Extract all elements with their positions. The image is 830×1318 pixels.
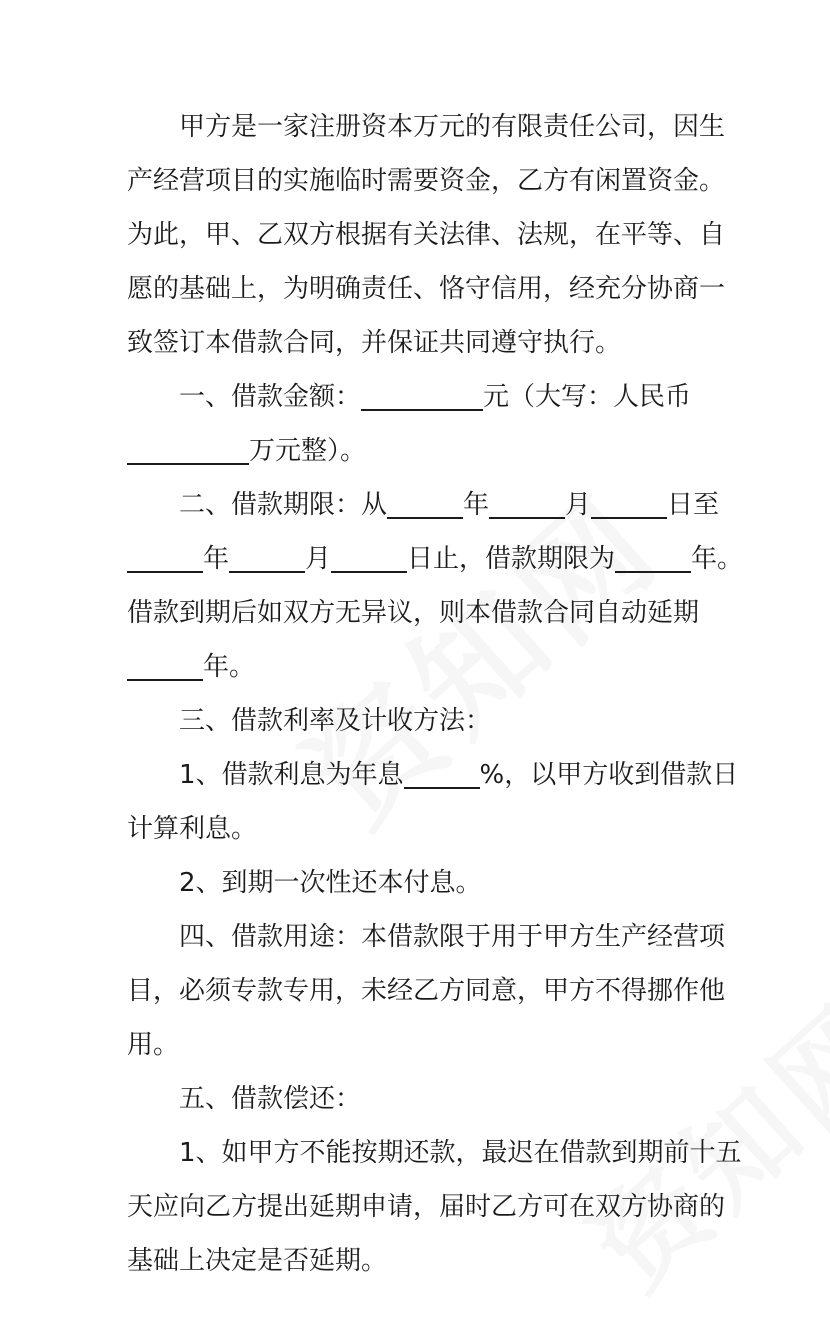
paragraph-line: 为此，甲、乙双方根据有关法律、法规，在平等、自 xyxy=(127,220,726,250)
loan-amount-line xyxy=(127,370,717,424)
end-day-blank xyxy=(331,541,407,573)
paragraph-line: 用。 xyxy=(127,1030,180,1060)
interest-suffix: %，以甲方收到借款日 xyxy=(479,760,739,790)
loan-amount-label: 一、借款金额： xyxy=(179,382,362,412)
period-year-label: 年。 xyxy=(691,544,744,574)
paragraph-line: 愿的基础上，为明确责任、恪守信用，经充分协商一 xyxy=(127,274,726,304)
loan-amount-blank xyxy=(361,379,483,411)
paragraph-line: 四、借款用途：本借款限于用于甲方生产经营项 xyxy=(179,922,726,952)
section-heading: 三、借款利率及计收方法： xyxy=(179,706,492,736)
year-label: 年 xyxy=(463,490,490,520)
paragraph-line: 基础上决定是否延期。 xyxy=(127,1246,388,1276)
month-label: 月 xyxy=(565,490,592,520)
section-heading: 五、借款偿还： xyxy=(179,1084,362,1114)
start-year-blank xyxy=(387,487,463,519)
year-label: 年 xyxy=(203,544,230,574)
interest-label: 1、借款利息为年息 xyxy=(179,760,404,790)
start-month-blank xyxy=(489,487,565,519)
month-label: 月 xyxy=(305,544,332,574)
loan-amount-capital-unit: 万元整）。 xyxy=(249,436,367,466)
paragraph-line: 2、到期一次性还本付息。 xyxy=(179,868,482,898)
paragraph-line: 1、如甲方不能按期还款，最迟在借款到期前十五 xyxy=(179,1138,742,1168)
paragraph-line: 甲方是一家注册资本万元的有限责任公司，因生 xyxy=(179,112,726,142)
interest-rate-blank xyxy=(404,757,480,789)
paragraph-line: 计算利息。 xyxy=(127,814,258,844)
loan-amount-line-2 xyxy=(127,424,717,478)
loan-amount-capital-blank xyxy=(127,433,249,465)
loan-period-label: 二、借款期限：从 xyxy=(179,490,388,520)
loan-extend-line xyxy=(127,640,717,694)
contract-body xyxy=(127,100,744,1288)
paragraph-line: 产经营项目的实施临时需要资金，乙方有闲置资金。 xyxy=(127,166,726,196)
loan-period-line xyxy=(127,478,720,532)
extend-years-blank xyxy=(127,649,203,681)
paragraph-line: 天应向乙方提出延期申请，届时乙方可在双方协商的 xyxy=(127,1192,726,1222)
loan-amount-unit: 元（大写：人民币 xyxy=(483,382,692,412)
extend-year-label: 年。 xyxy=(203,652,256,682)
period-years-blank xyxy=(615,541,691,573)
start-day-blank xyxy=(591,487,667,519)
day-to-label: 日至 xyxy=(667,490,720,520)
end-month-blank xyxy=(229,541,305,573)
period-text: 日止，借款期限为 xyxy=(407,544,616,574)
paragraph-line: 借款到期后如双方无异议，则本借款合同自动延期 xyxy=(127,598,700,628)
loan-period-line-2 xyxy=(127,532,744,586)
interest-line xyxy=(127,748,739,802)
paragraph-line: 致签订本借款合同，并保证共同遵守执行。 xyxy=(127,328,622,358)
end-year-blank xyxy=(127,541,203,573)
paragraph-line: 目，必须专款专用，未经乙方同意，甲方不得挪作他 xyxy=(127,976,726,1006)
